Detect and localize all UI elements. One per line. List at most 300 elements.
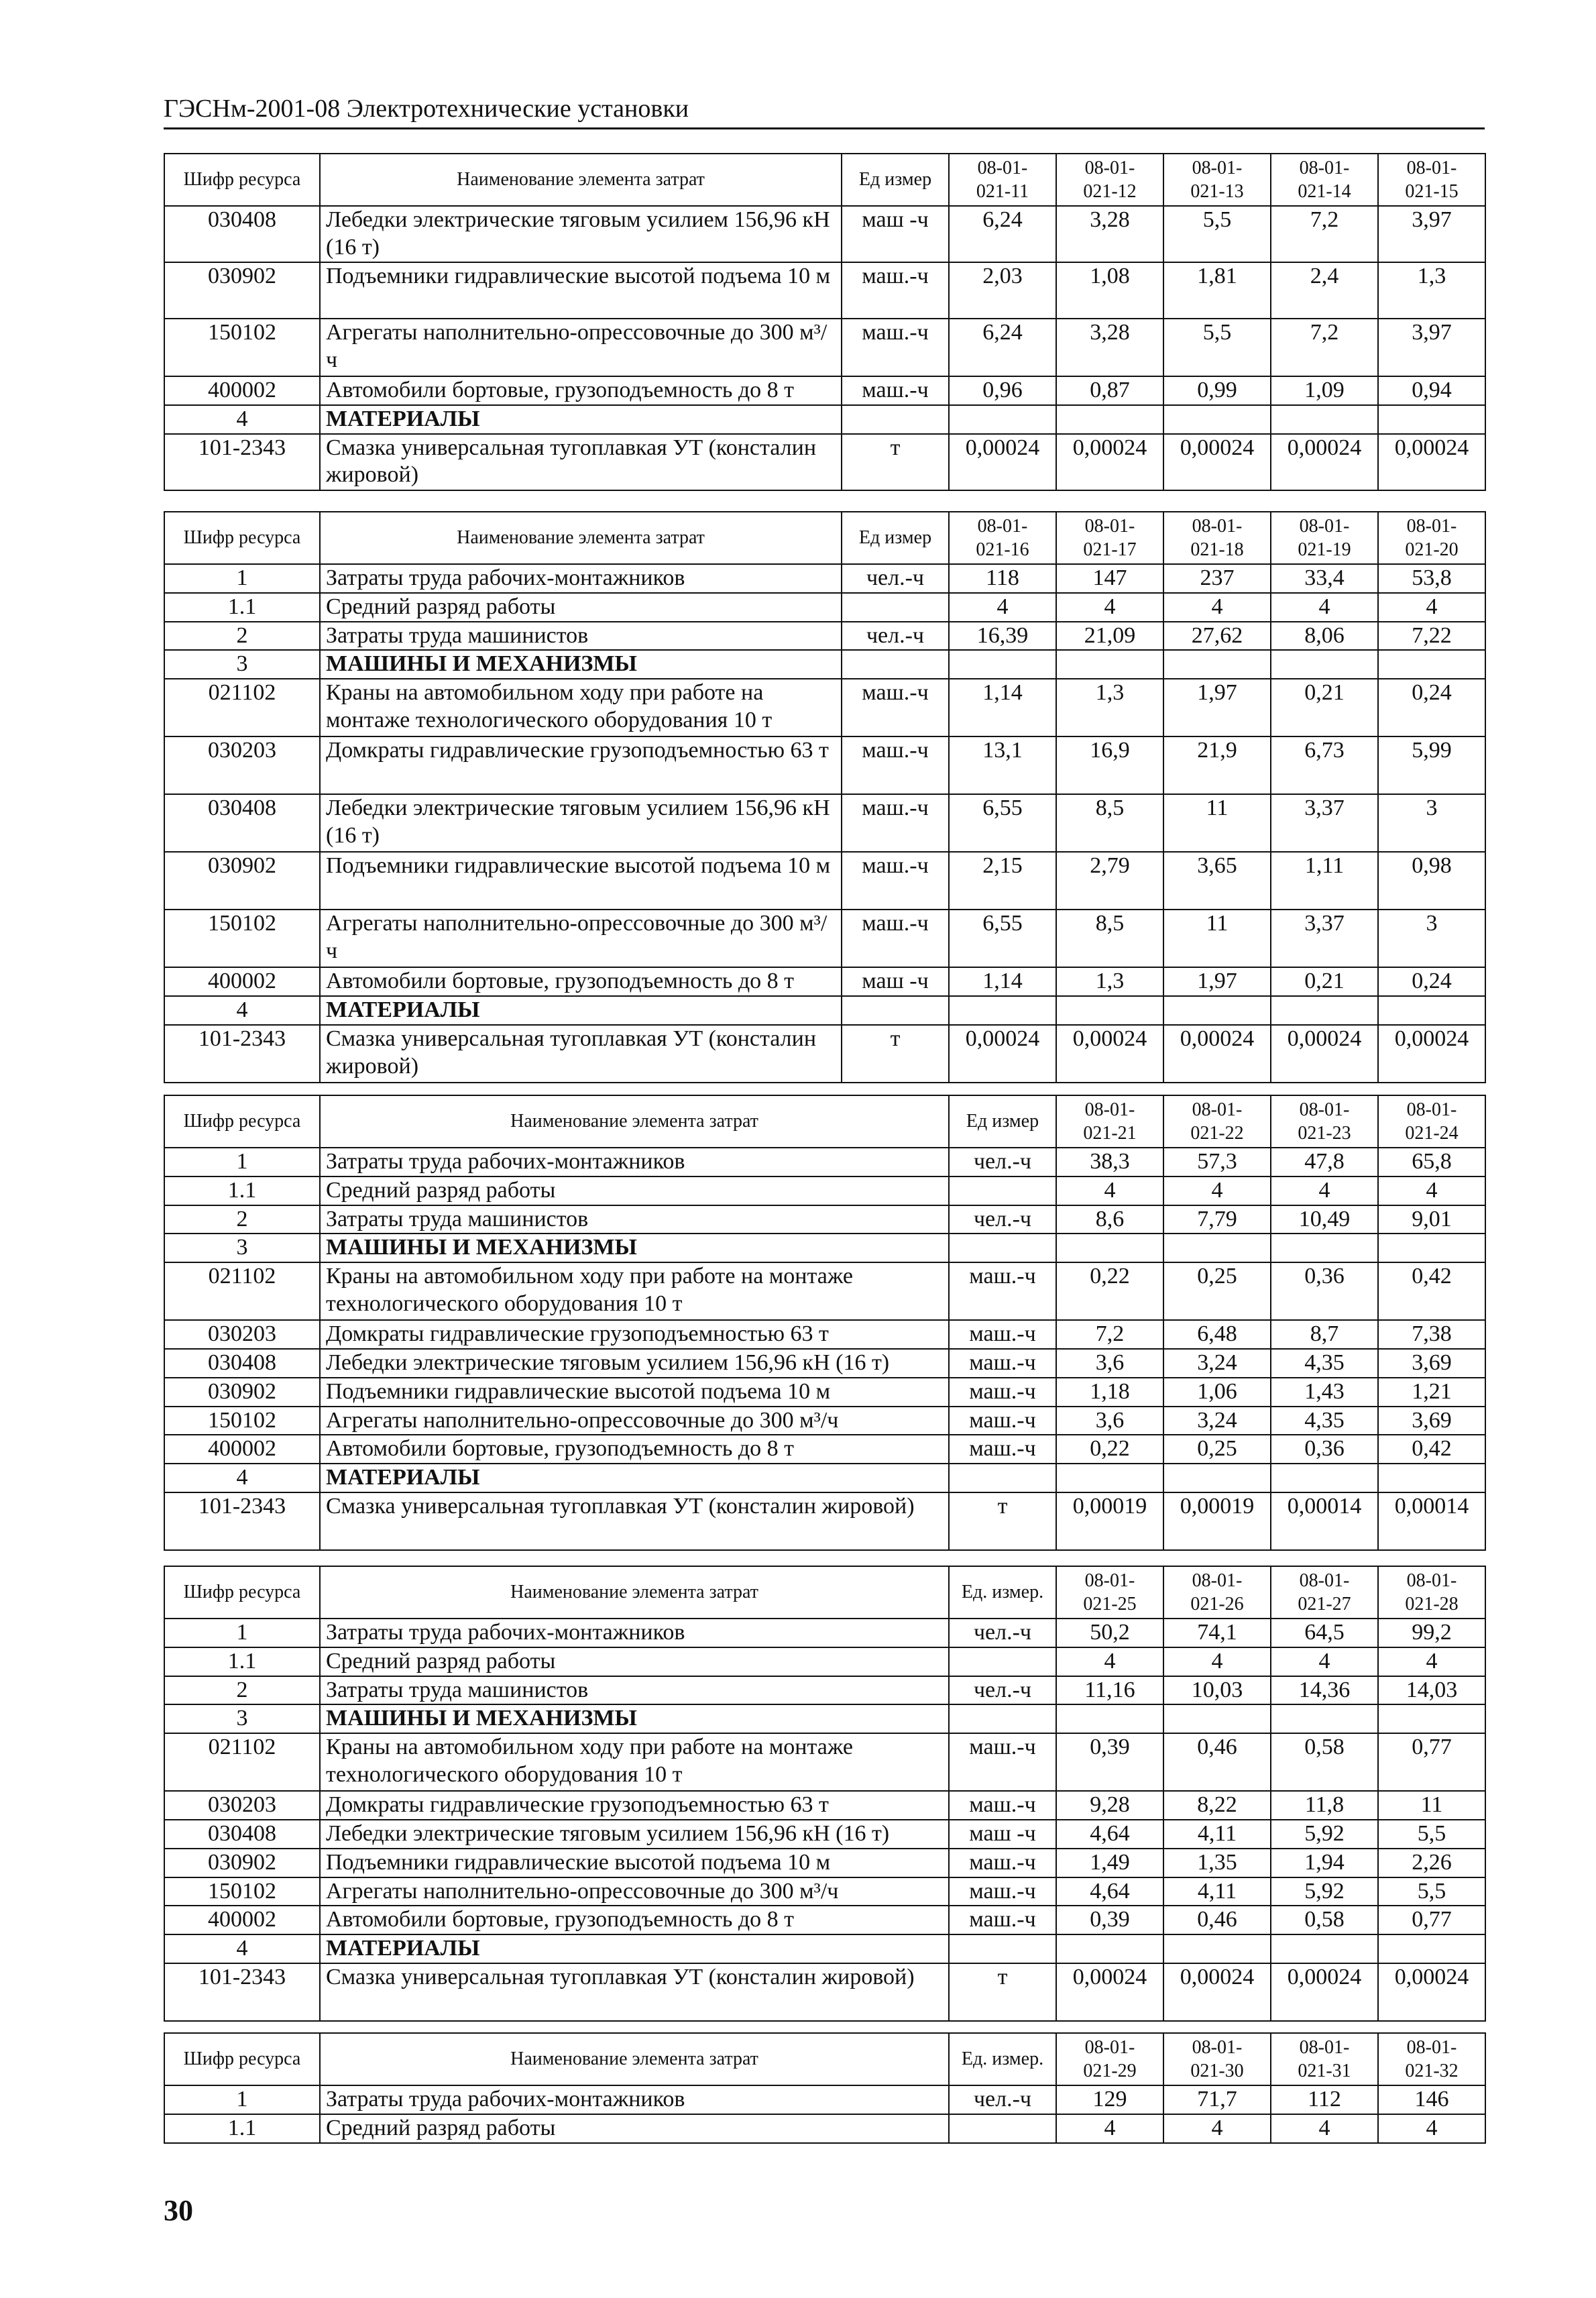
header-name: Наименование элемента затрат <box>320 1566 949 1619</box>
norm-code-suffix: 021-23 <box>1298 1123 1351 1144</box>
header-norm-code <box>1056 1566 1163 1619</box>
header-unit: Ед измер <box>842 154 949 206</box>
unit: чел.-ч <box>949 1148 1056 1177</box>
value-cell: 11 <box>1163 794 1271 852</box>
header-norm-code <box>1378 2033 1485 2085</box>
value-cell: 4 <box>1163 1647 1271 1676</box>
value-cell <box>1163 1934 1271 1963</box>
value-cell: 7,2 <box>1271 206 1378 262</box>
resource-name: Домкраты гидравлические грузоподъемностью 63 т <box>320 736 842 794</box>
resource-code: 3 <box>164 650 320 679</box>
value-cell: 5,5 <box>1378 1877 1485 1906</box>
unit: маш.-ч <box>842 319 949 376</box>
value-cell: 5,5 <box>1378 1820 1485 1849</box>
header-norm-code <box>1378 154 1485 206</box>
resource-name: Агрегаты наполнительно-опрессовочные до 300 м³/ч <box>320 910 842 967</box>
value-cell: 4,11 <box>1163 1820 1271 1849</box>
value-cell: 237 <box>1163 564 1271 593</box>
resource-name: Лебедки электрические тяговым усилием 156,96 кН (16 т) <box>320 206 842 262</box>
value-cell: 0,00024 <box>1378 434 1485 490</box>
value-cell <box>1271 996 1378 1025</box>
value-cell: 4 <box>1271 593 1378 622</box>
resource-name: Смазка универсальная тугоплавкая УТ (консталин жировой) <box>320 434 842 490</box>
norm-code-prefix: 08-01- <box>1192 1099 1243 1120</box>
value-cell: 1,08 <box>1056 262 1163 319</box>
resource-name: Смазка универсальная тугоплавкая УТ (консталин жировой) <box>320 1025 842 1083</box>
resource-code: 4 <box>164 1934 320 1963</box>
resource-code: 030902 <box>164 1849 320 1877</box>
value-cell: 1,3 <box>1056 967 1163 996</box>
value-cell: 7,38 <box>1378 1320 1485 1349</box>
resource-code: 030902 <box>164 262 320 319</box>
value-cell <box>1271 1934 1378 1963</box>
resource-table-4 <box>164 1566 1486 2022</box>
resource-name: Подъемники гидравлические высотой подъема 10 м <box>320 852 842 910</box>
value-cell: 0,36 <box>1271 1262 1378 1320</box>
unit: маш.-ч <box>949 1791 1056 1820</box>
norm-code-suffix: 021-12 <box>1083 181 1137 202</box>
value-cell <box>1163 1464 1271 1492</box>
section-title: МАТЕРИАЛЫ <box>320 405 842 434</box>
header-norm-code <box>1378 1095 1485 1148</box>
value-cell: 64,5 <box>1271 1619 1378 1647</box>
norm-code-prefix: 08-01- <box>1084 516 1135 537</box>
value-cell <box>949 405 1056 434</box>
value-cell: 0,24 <box>1378 967 1485 996</box>
value-cell: 65,8 <box>1378 1148 1485 1177</box>
resource-code: 2 <box>164 1205 320 1234</box>
norm-code-prefix: 08-01- <box>1084 1570 1135 1591</box>
value-cell: 0,96 <box>949 376 1056 405</box>
table-row <box>164 1906 1485 1934</box>
header-norm-code <box>949 512 1056 564</box>
value-cell: 38,3 <box>1056 1148 1163 1177</box>
table-row <box>164 736 1485 794</box>
header-name: Наименование элемента затрат <box>320 154 842 206</box>
norm-code-prefix: 08-01- <box>1299 2037 1350 2058</box>
value-cell: 4,11 <box>1163 1877 1271 1906</box>
table-row <box>164 910 1485 967</box>
value-cell: 11,16 <box>1056 1676 1163 1705</box>
unit: маш.-ч <box>949 1906 1056 1934</box>
value-cell: 0,58 <box>1271 1906 1378 1934</box>
value-cell: 4 <box>1056 593 1163 622</box>
value-cell <box>1163 996 1271 1025</box>
norm-code-suffix: 021-27 <box>1298 1594 1351 1615</box>
value-cell <box>1056 1234 1163 1262</box>
value-cell: 1,3 <box>1378 262 1485 319</box>
value-cell: 3,24 <box>1163 1407 1271 1435</box>
norm-code-suffix: 021-18 <box>1190 539 1244 560</box>
resource-name: Краны на автомобильном ходу при работе на монтаже технологического оборудования 10 т <box>320 1733 949 1791</box>
resource-code: 1.1 <box>164 1177 320 1205</box>
resource-name: Автомобили бортовые, грузоподъемность до 8 т <box>320 1435 949 1464</box>
value-cell: 50,2 <box>1056 1619 1163 1647</box>
value-cell: 0,21 <box>1271 679 1378 736</box>
header-norm-code <box>1271 154 1378 206</box>
norm-code-suffix: 021-32 <box>1405 2061 1459 2081</box>
resource-code: 3 <box>164 1234 320 1262</box>
resource-code: 021102 <box>164 1733 320 1791</box>
value-cell: 0,58 <box>1271 1733 1378 1791</box>
value-cell: 0,99 <box>1163 376 1271 405</box>
table-row <box>164 1849 1485 1877</box>
resource-code: 150102 <box>164 1877 320 1906</box>
section-title: МАШИНЫ И МЕХАНИЗМЫ <box>320 1234 949 1262</box>
value-cell: 53,8 <box>1378 564 1485 593</box>
value-cell: 2,15 <box>949 852 1056 910</box>
value-cell: 118 <box>949 564 1056 593</box>
resource-code: 101-2343 <box>164 1025 320 1083</box>
table-row <box>164 2114 1485 2143</box>
table-row <box>164 1234 1485 1262</box>
unit <box>842 650 949 679</box>
resource-code: 400002 <box>164 967 320 996</box>
norm-code-prefix: 08-01- <box>1299 158 1350 178</box>
value-cell: 0,24 <box>1378 679 1485 736</box>
resource-name: Затраты труда рабочих-монтажников <box>320 1148 949 1177</box>
value-cell <box>1271 405 1378 434</box>
value-cell: 0,00024 <box>949 1025 1056 1083</box>
header-unit: Ед измер <box>949 1095 1056 1148</box>
value-cell: 0,00024 <box>1271 1025 1378 1083</box>
unit: маш.-ч <box>842 794 949 852</box>
unit: маш -ч <box>949 1820 1056 1849</box>
value-cell: 9,01 <box>1378 1205 1485 1234</box>
value-cell: 146 <box>1378 2085 1485 2114</box>
value-cell: 1,14 <box>949 967 1056 996</box>
value-cell <box>949 650 1056 679</box>
value-cell <box>1163 1234 1271 1262</box>
value-cell: 0,21 <box>1271 967 1378 996</box>
table-row <box>164 1820 1485 1849</box>
value-cell: 14,36 <box>1271 1676 1378 1705</box>
unit: маш.-ч <box>949 1849 1056 1877</box>
value-cell: 0,00024 <box>1271 434 1378 490</box>
value-cell: 10,03 <box>1163 1676 1271 1705</box>
value-cell: 5,5 <box>1163 319 1271 376</box>
table-row <box>164 1148 1485 1177</box>
norm-code-suffix: 021-13 <box>1190 181 1244 202</box>
value-cell: 6,24 <box>949 319 1056 376</box>
value-cell: 3,65 <box>1163 852 1271 910</box>
table-row <box>164 1619 1485 1647</box>
unit: т <box>842 434 949 490</box>
value-cell <box>1378 1464 1485 1492</box>
value-cell: 2,26 <box>1378 1849 1485 1877</box>
section-title: МАШИНЫ И МЕХАНИЗМЫ <box>320 1704 949 1733</box>
norm-code-prefix: 08-01- <box>1406 516 1457 537</box>
value-cell: 3,24 <box>1163 1349 1271 1378</box>
value-cell: 3,97 <box>1378 319 1485 376</box>
value-cell: 0,00024 <box>1271 1963 1378 2021</box>
resource-name: Агрегаты наполнительно-опрессовочные до 300 м³/ч <box>320 319 842 376</box>
unit: маш.-ч <box>949 1320 1056 1349</box>
value-cell: 2,4 <box>1271 262 1378 319</box>
unit: маш.-ч <box>842 736 949 794</box>
value-cell: 74,1 <box>1163 1619 1271 1647</box>
unit: маш -ч <box>842 967 949 996</box>
resource-name: Затраты труда рабочих-монтажников <box>320 564 842 593</box>
value-cell: 4,64 <box>1056 1820 1163 1849</box>
value-cell: 0,36 <box>1271 1435 1378 1464</box>
resource-code: 030408 <box>164 1820 320 1849</box>
table-row <box>164 996 1485 1025</box>
norm-code-suffix: 021-26 <box>1190 1594 1244 1615</box>
header-norm-code <box>1163 154 1271 206</box>
norm-code-suffix: 021-16 <box>976 539 1029 560</box>
value-cell: 4 <box>1271 1647 1378 1676</box>
value-cell: 0,87 <box>1056 376 1163 405</box>
value-cell: 4 <box>949 593 1056 622</box>
table-row <box>164 1492 1485 1550</box>
value-cell: 1,94 <box>1271 1849 1378 1877</box>
table-header-row <box>164 1566 1485 1619</box>
norm-code-prefix: 08-01- <box>1299 1570 1350 1591</box>
norm-code-suffix: 021-21 <box>1083 1123 1137 1144</box>
norm-code-prefix: 08-01- <box>1084 158 1135 178</box>
value-cell: 1,49 <box>1056 1849 1163 1877</box>
resource-code: 150102 <box>164 319 320 376</box>
resource-name: Домкраты гидравлические грузоподъемностью 63 т <box>320 1320 949 1349</box>
value-cell: 47,8 <box>1271 1148 1378 1177</box>
norm-code-suffix: 021-20 <box>1405 539 1459 560</box>
value-cell: 0,94 <box>1378 376 1485 405</box>
value-cell: 7,2 <box>1056 1320 1163 1349</box>
value-cell <box>1163 405 1271 434</box>
resource-name: Затраты труда машинистов <box>320 1676 949 1705</box>
table-row <box>164 1934 1485 1963</box>
value-cell <box>1056 1934 1163 1963</box>
value-cell: 0,00024 <box>1056 1963 1163 2021</box>
value-cell: 0,42 <box>1378 1262 1485 1320</box>
table-row <box>164 1025 1485 1083</box>
resource-name: Подъемники гидравлические высотой подъема 10 м <box>320 262 842 319</box>
table-row <box>164 967 1485 996</box>
header-norm-code <box>1378 512 1485 564</box>
value-cell: 11 <box>1378 1791 1485 1820</box>
table-header-row <box>164 154 1485 206</box>
table-row <box>164 1464 1485 1492</box>
value-cell: 13,1 <box>949 736 1056 794</box>
value-cell: 71,7 <box>1163 2085 1271 2114</box>
value-cell: 6,55 <box>949 794 1056 852</box>
value-cell: 129 <box>1056 2085 1163 2114</box>
value-cell: 0,00019 <box>1056 1492 1163 1550</box>
value-cell: 1,97 <box>1163 967 1271 996</box>
value-cell: 0,00024 <box>949 434 1056 490</box>
value-cell: 0,46 <box>1163 1906 1271 1934</box>
header-norm-code <box>1056 1095 1163 1148</box>
unit: маш.-ч <box>949 1733 1056 1791</box>
value-cell <box>1378 405 1485 434</box>
table-row <box>164 622 1485 651</box>
value-cell <box>1056 405 1163 434</box>
unit: чел.-ч <box>949 2085 1056 2114</box>
unit <box>842 996 949 1025</box>
unit: чел.-ч <box>949 1205 1056 1234</box>
resource-table-2 <box>164 511 1486 1083</box>
value-cell <box>1378 996 1485 1025</box>
resource-table-5 <box>164 2032 1486 2144</box>
resource-code: 400002 <box>164 1435 320 1464</box>
value-cell <box>1056 1704 1163 1733</box>
resource-table-1 <box>164 153 1486 491</box>
value-cell <box>1056 650 1163 679</box>
resource-code: 030408 <box>164 1349 320 1378</box>
value-cell: 112 <box>1271 2085 1378 2114</box>
value-cell: 8,22 <box>1163 1791 1271 1820</box>
norm-code-suffix: 021-17 <box>1083 539 1137 560</box>
resource-code: 400002 <box>164 376 320 405</box>
header-code: Шифр ресурса <box>164 2033 320 2085</box>
unit <box>842 593 949 622</box>
header-name: Наименование элемента затрат <box>320 512 842 564</box>
value-cell: 0,00024 <box>1378 1963 1485 2021</box>
resource-code: 030408 <box>164 794 320 852</box>
unit <box>949 1177 1056 1205</box>
value-cell: 0,98 <box>1378 852 1485 910</box>
norm-code-prefix: 08-01- <box>1192 158 1243 178</box>
resource-name: Автомобили бортовые, грузоподъемность до 8 т <box>320 967 842 996</box>
value-cell <box>1056 996 1163 1025</box>
section-title: МАТЕРИАЛЫ <box>320 1934 949 1963</box>
norm-code-suffix: 021-28 <box>1405 1594 1459 1615</box>
table-header-row <box>164 512 1485 564</box>
norm-code-suffix: 021-29 <box>1083 2061 1137 2081</box>
value-cell: 2,79 <box>1056 852 1163 910</box>
value-cell: 5,92 <box>1271 1820 1378 1849</box>
value-cell: 147 <box>1056 564 1163 593</box>
header-norm-code <box>1056 2033 1163 2085</box>
value-cell: 4,35 <box>1271 1407 1378 1435</box>
value-cell: 1,21 <box>1378 1378 1485 1407</box>
value-cell: 0,00024 <box>1163 434 1271 490</box>
value-cell: 3,6 <box>1056 1349 1163 1378</box>
norm-code-suffix: 021-24 <box>1405 1123 1459 1144</box>
value-cell: 0,00014 <box>1271 1492 1378 1550</box>
value-cell: 0,25 <box>1163 1435 1271 1464</box>
table-row <box>164 794 1485 852</box>
table-row <box>164 1435 1485 1464</box>
unit: маш -ч <box>842 206 949 262</box>
table-row <box>164 564 1485 593</box>
value-cell: 4 <box>1271 2114 1378 2143</box>
value-cell: 3,69 <box>1378 1407 1485 1435</box>
norm-code-suffix: 021-22 <box>1190 1123 1244 1144</box>
value-cell <box>1271 650 1378 679</box>
value-cell <box>1378 1934 1485 1963</box>
unit <box>949 2114 1056 2143</box>
header-code: Шифр ресурса <box>164 512 320 564</box>
resource-code: 1 <box>164 2085 320 2114</box>
resource-code: 1 <box>164 1619 320 1647</box>
header-norm-code <box>949 154 1056 206</box>
value-cell <box>1378 650 1485 679</box>
resource-code: 030902 <box>164 1378 320 1407</box>
unit <box>949 1934 1056 1963</box>
norm-code-suffix: 021-11 <box>976 181 1029 202</box>
resource-name: Домкраты гидравлические грузоподъемностью 63 т <box>320 1791 949 1820</box>
value-cell: 1,35 <box>1163 1849 1271 1877</box>
value-cell <box>1271 1234 1378 1262</box>
value-cell: 4 <box>1163 593 1271 622</box>
value-cell: 0,22 <box>1056 1435 1163 1464</box>
value-cell: 10,49 <box>1271 1205 1378 1234</box>
value-cell: 9,28 <box>1056 1791 1163 1820</box>
value-cell <box>1163 650 1271 679</box>
value-cell: 3,97 <box>1378 206 1485 262</box>
norm-code-prefix: 08-01- <box>977 516 1028 537</box>
header-norm-code <box>1056 154 1163 206</box>
resource-name: Средний разряд работы <box>320 593 842 622</box>
unit <box>842 405 949 434</box>
norm-code-prefix: 08-01- <box>1406 2037 1457 2058</box>
value-cell: 5,92 <box>1271 1877 1378 1906</box>
value-cell: 4 <box>1056 2114 1163 2143</box>
norm-code-prefix: 08-01- <box>1192 2037 1243 2058</box>
value-cell: 16,9 <box>1056 736 1163 794</box>
value-cell: 4 <box>1056 1177 1163 1205</box>
resource-code: 030902 <box>164 852 320 910</box>
header-unit: Ед измер <box>842 512 949 564</box>
resource-name: Средний разряд работы <box>320 1177 949 1205</box>
unit: маш.-ч <box>949 1378 1056 1407</box>
resource-name: Затраты труда рабочих-монтажников <box>320 1619 949 1647</box>
table-row <box>164 1704 1485 1733</box>
value-cell: 0,77 <box>1378 1906 1485 1934</box>
value-cell: 0,39 <box>1056 1733 1163 1791</box>
unit: маш.-ч <box>949 1435 1056 1464</box>
norm-code-suffix: 021-14 <box>1298 181 1351 202</box>
value-cell: 4 <box>1378 1647 1485 1676</box>
resource-code: 030203 <box>164 1791 320 1820</box>
norm-code-prefix: 08-01- <box>1299 516 1350 537</box>
value-cell: 11,8 <box>1271 1791 1378 1820</box>
value-cell: 8,7 <box>1271 1320 1378 1349</box>
table-row <box>164 650 1485 679</box>
unit: маш.-ч <box>842 262 949 319</box>
section-title: МАТЕРИАЛЫ <box>320 1464 949 1492</box>
value-cell: 0,77 <box>1378 1733 1485 1791</box>
page-number: 30 <box>164 2194 193 2227</box>
norm-code-suffix: 021-30 <box>1190 2061 1244 2081</box>
table-row <box>164 1963 1485 2021</box>
unit: т <box>949 1492 1056 1550</box>
header-norm-code <box>1378 1566 1485 1619</box>
resource-name: Лебедки электрические тяговым усилием 156,96 кН (16 т) <box>320 1349 949 1378</box>
resource-name: Агрегаты наполнительно-опрессовочные до 300 м³/ч <box>320 1407 949 1435</box>
unit: т <box>949 1963 1056 2021</box>
table-row <box>164 206 1485 262</box>
value-cell: 5,99 <box>1378 736 1485 794</box>
value-cell: 3,69 <box>1378 1349 1485 1378</box>
resource-code: 4 <box>164 1464 320 1492</box>
resource-name: Смазка универсальная тугоплавкая УТ (консталин жировой) <box>320 1492 949 1550</box>
value-cell: 21,9 <box>1163 736 1271 794</box>
value-cell: 4 <box>1163 2114 1271 2143</box>
unit: т <box>842 1025 949 1083</box>
value-cell: 0,00024 <box>1378 1025 1485 1083</box>
resource-code: 101-2343 <box>164 434 320 490</box>
resource-code: 021102 <box>164 679 320 736</box>
value-cell: 6,24 <box>949 206 1056 262</box>
unit <box>949 1464 1056 1492</box>
resource-code: 030408 <box>164 206 320 262</box>
resource-name: Подъемники гидравлические высотой подъема 10 м <box>320 1849 949 1877</box>
resource-code: 2 <box>164 622 320 651</box>
resource-name: Краны на автомобильном ходу при работе на монтаже технологического оборудования 10 т <box>320 1262 949 1320</box>
